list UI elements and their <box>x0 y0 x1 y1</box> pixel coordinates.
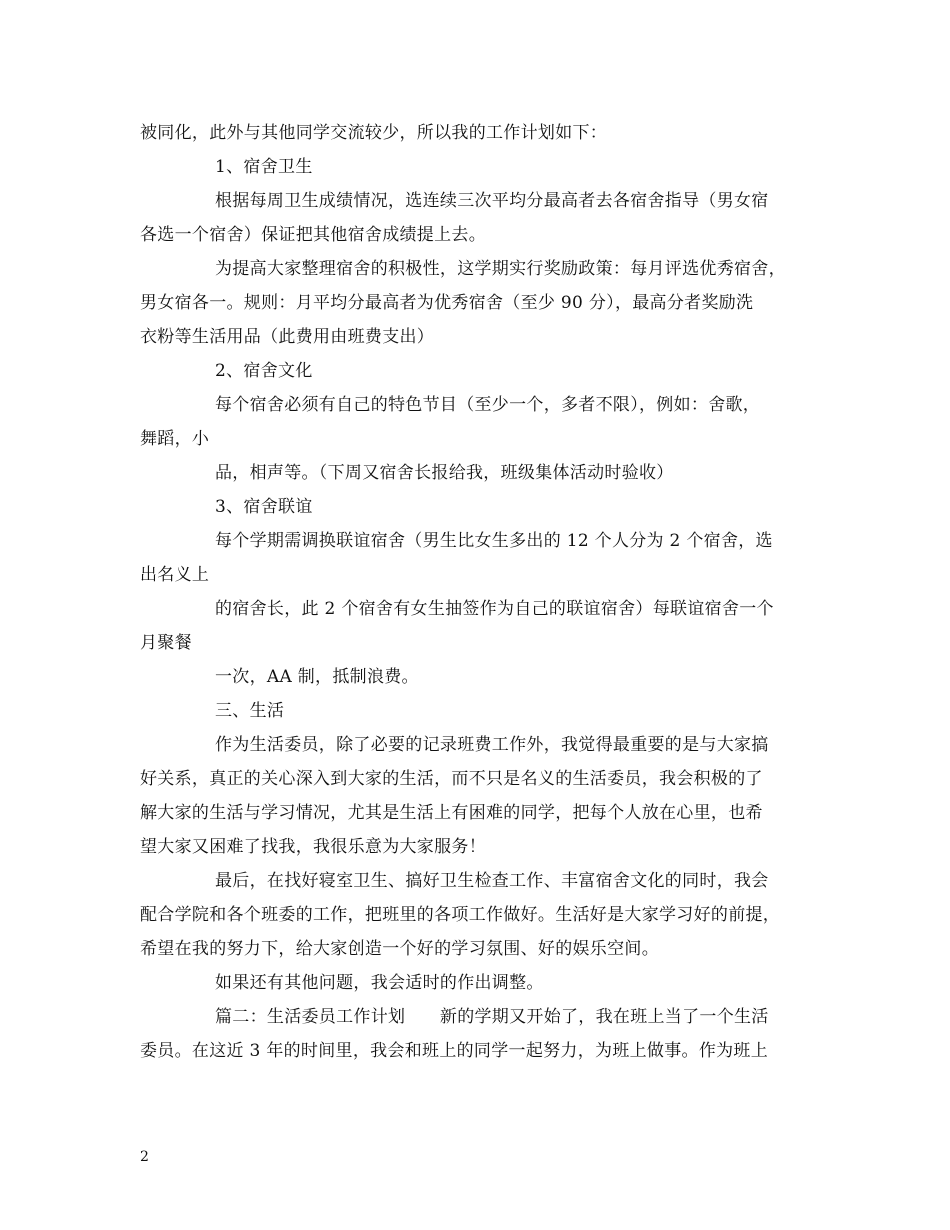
text-line: 根据每周卫生成绩情况，选连续三次平均分最高者去各宿舍指导（男女宿 <box>215 191 769 211</box>
text-line: 望大家又困难了找我，我很乐意为大家服务！ <box>140 837 486 857</box>
text-line: 一次，AA 制，抵制浪费。 <box>215 667 419 687</box>
text-line: 每个学期需调换联谊宿舍（男生比女生多出的 12 个人分为 2 个宿舍，选 <box>215 531 773 551</box>
text-line: 品，相声等。（下周又宿舍长报给我，班级集体活动时验收） <box>215 463 674 483</box>
text-line: 委员。在这近 3 年的时间里，我会和班上的同学一起努力，为班上做事。作为班上 <box>140 1041 769 1061</box>
page-number: 2 <box>140 1149 149 1165</box>
text-line: 配合学院和各个班委的工作，把班里的各项工作做好。生活好是大家学习好的前提， <box>140 905 781 925</box>
text-line: 好关系，真正的关心深入到大家的生活，而不只是名义的生活委员，我会积极的了 <box>140 769 763 789</box>
text-line: 篇二：生活委员工作计划 新的学期又开始了，我在班上当了一个生活 <box>215 1007 769 1027</box>
text-line: 如果还有其他问题，我会适时的作出调整。 <box>215 973 544 993</box>
document-body <box>140 116 830 1068</box>
section-heading: 2、宿舍文化 <box>215 361 313 381</box>
text-line: 出名义上 <box>140 565 210 585</box>
section-heading: 1、宿舍卫生 <box>215 157 313 177</box>
text-line: 每个宿舍必须有自己的特色节目（至少一个，多者不限），例如：舍歌， <box>215 395 761 415</box>
text-line: 最后，在找好寝室卫生、搞好卫生检查工作、丰富宿舍文化的同时，我会 <box>215 871 769 891</box>
text-line: 的宿舍长，此 2 个宿舍有女生抽签作为自己的联谊宿舍）每联谊宿舍一个 <box>215 599 774 619</box>
text-line: 男女宿各一。规则：月平均分最高者为优秀宿舍（至少 90 分），最高分者奖励洗 <box>140 293 754 313</box>
text-line: 被同化，此外与其他同学交流较少，所以我的工作计划如下： <box>140 123 608 143</box>
text-line: 希望在我的努力下，给大家创造一个好的学习氛围、好的娱乐空间。 <box>140 939 659 959</box>
text-line: 作为生活委员，除了必要的记录班费工作外，我觉得最重要的是与大家搞 <box>215 735 769 755</box>
text-line: 各选一个宿舍）保证把其他宿舍成绩提上去。 <box>140 225 486 245</box>
text-line: 月聚餐 <box>140 633 192 653</box>
text-line: 舞蹈，小 <box>140 429 210 449</box>
section-heading: 3、宿舍联谊 <box>215 497 313 517</box>
text-line: 为提高大家整理宿舍的积极性，这学期实行奖励政策：每月评选优秀宿舍， <box>215 259 786 279</box>
text-line: 解大家的生活与学习情况，尤其是生活上有困难的同学，把每个人放在心里，也希 <box>140 803 763 823</box>
text-line: 衣粉等生活用品（此费用由班费支出） <box>140 327 435 347</box>
section-heading: 三、生活 <box>215 701 285 721</box>
